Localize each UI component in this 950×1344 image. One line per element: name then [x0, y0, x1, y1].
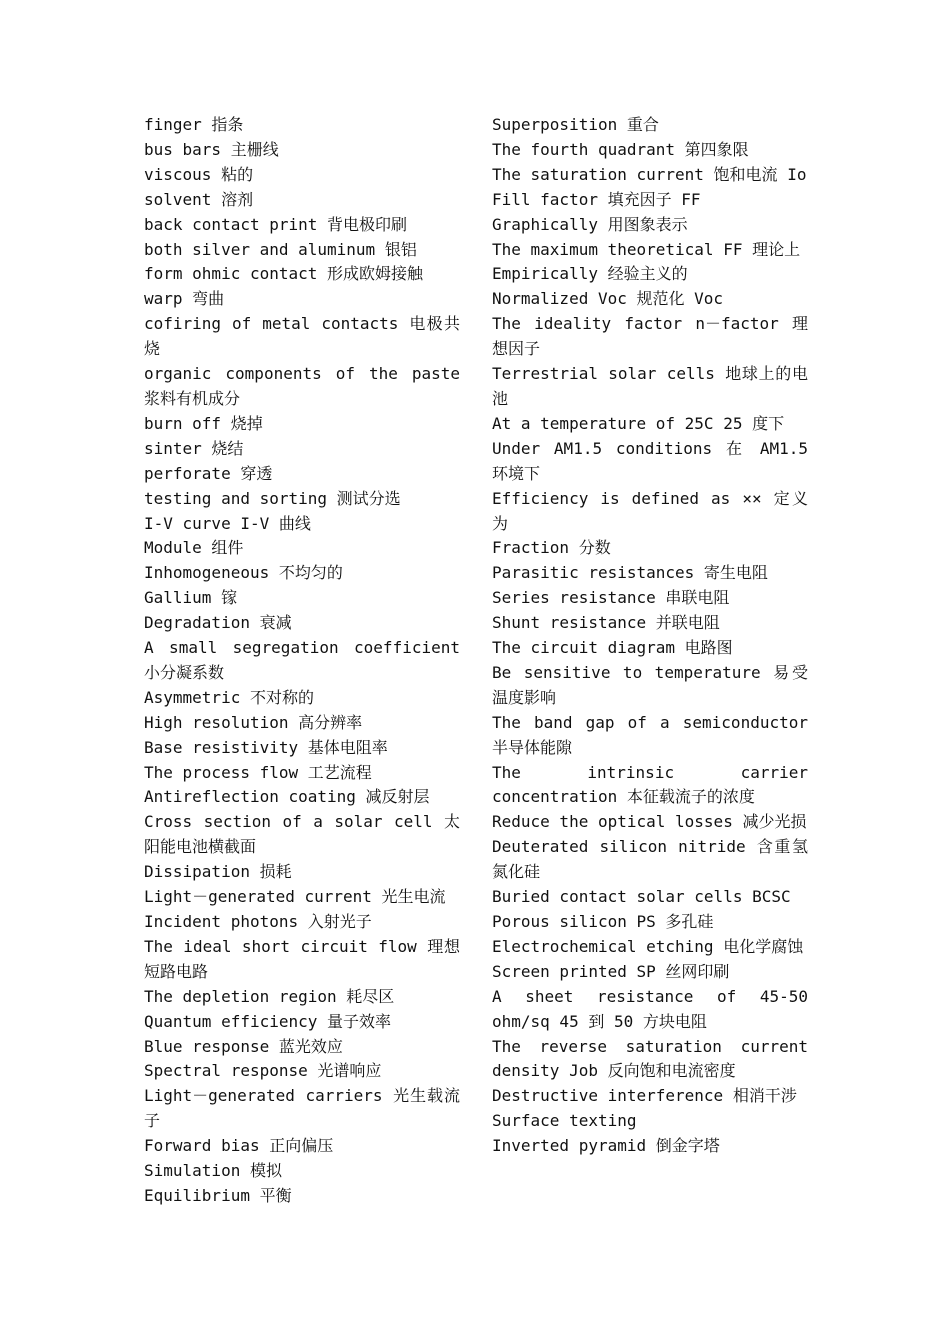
glossary-entry: Terrestrial solar cells 地球上的电池	[492, 364, 808, 408]
left-column	[144, 113, 460, 1209]
glossary-entry: Shunt resistance 并联电阻	[492, 613, 720, 633]
glossary-entry: Superposition 重合	[492, 115, 659, 134]
glossary-entry: solvent 溶剂	[144, 189, 254, 209]
glossary-entry: Series resistance 串联电阻	[492, 588, 730, 608]
glossary-entry: The fourth quadrant 第四象限	[492, 139, 749, 159]
glossary-entry: Fill factor 填充因子 FF	[492, 189, 701, 209]
glossary-entry: Screen printed SP 丝网印刷	[492, 961, 730, 981]
glossary-entry: bus bars 主栅线	[144, 139, 279, 159]
glossary-entry: organic components of the paste 浆料有机成分	[144, 364, 460, 408]
glossary-entry: cofiring of metal contacts 电极共烧	[144, 314, 460, 359]
glossary-entry: Degradation 衰减	[144, 613, 292, 633]
glossary-entry: The reverse saturation current density Job 反向饱和电流密度	[492, 1036, 808, 1081]
glossary-entry: Reduce the optical losses 减少光损	[492, 812, 807, 832]
glossary-entry: Electrochemical etching 电化学腐蚀	[492, 936, 804, 956]
glossary-entry: finger 指条	[144, 115, 244, 134]
glossary-entry: Cross section of a solar cell 太阳能电池横截面	[144, 812, 460, 857]
glossary-entry: burn off 烧掉	[144, 413, 263, 433]
glossary-entry: Asymmetric 不对称的	[144, 687, 314, 707]
glossary-entry: Quantum efficiency 量子效率	[144, 1011, 392, 1031]
glossary-entry: viscous 粘的	[144, 164, 254, 184]
glossary-entry: Light－generated carriers 光生载流子	[144, 1086, 460, 1131]
glossary-entry: The band gap of a semiconductor 半导体能隙	[492, 712, 808, 757]
glossary-entry: warp 弯曲	[144, 289, 225, 309]
glossary-entry: Parasitic resistances 寄生电阻	[492, 563, 768, 583]
glossary-entry: Destructive interference 相消干涉	[492, 1086, 797, 1106]
glossary-entry: Module 组件	[144, 538, 244, 558]
glossary-entry: The ideality factor n－factor 理想因子	[492, 314, 808, 359]
glossary-entry: Dissipation 损耗	[144, 862, 292, 882]
glossary-entry: A small segregation coefficient 小分凝系数	[144, 638, 460, 682]
glossary-entry: Gallium 镓	[144, 588, 238, 608]
glossary-entry: Buried contact solar cells BCSC	[492, 887, 791, 907]
glossary-entry: both silver and aluminum 银铝	[144, 239, 417, 259]
glossary-entry: Light－generated current 光生电流	[144, 887, 446, 907]
glossary-entry: testing and sorting 测试分选	[144, 488, 401, 508]
glossary-entry: The process flow 工艺流程	[144, 762, 372, 782]
glossary-entry: I-V curve I-V 曲线	[144, 513, 311, 533]
glossary-entry: back contact print 背电极印刷	[144, 214, 408, 234]
glossary-entry: Surface texting	[492, 1111, 637, 1131]
glossary-entry: Equilibrium 平衡	[144, 1185, 292, 1205]
glossary-entry: Porous silicon PS 多孔硅	[492, 912, 714, 931]
glossary-entry: Blue response 蓝光效应	[144, 1036, 343, 1056]
glossary-entry: Inhomogeneous 不均匀的	[144, 563, 343, 583]
glossary-entry: Incident photons 入射光子	[144, 912, 372, 931]
glossary-entry: The intrinsic carrier concentration 本征载流子的浓度	[492, 762, 808, 807]
glossary-entry: Under AM1.5 conditions 在 AM1.5 环境下	[492, 438, 808, 483]
right-column	[492, 113, 808, 1159]
glossary-entry: perforate 穿透	[144, 463, 273, 483]
glossary-entry: form ohmic contact 形成欧姆接触	[144, 264, 424, 284]
glossary-entry: High resolution 高分辨率	[144, 712, 363, 732]
glossary-entry: Base resistivity 基体电阻率	[144, 737, 388, 757]
glossary-entry: The ideal short circuit flow 理想短路电路	[144, 936, 460, 981]
glossary-entry: Inverted pyramid 倒金字塔	[492, 1136, 720, 1156]
glossary-entry: Antireflection coating 减反射层	[144, 787, 430, 807]
glossary-entry: At a temperature of 25C 25 度下	[492, 413, 785, 433]
glossary-entry: Normalized Voc 规范化 Voc	[492, 289, 724, 309]
glossary-entry: Be sensitive to temperature 易受温度影响	[492, 662, 808, 707]
glossary-entry: Fraction 分数	[492, 538, 611, 558]
glossary-entry: The depletion region 耗尽区	[144, 986, 395, 1006]
glossary-entry: Graphically 用图象表示	[492, 214, 688, 234]
glossary-entry: The maximum theoretical FF 理论上	[492, 239, 801, 259]
glossary-entry: Spectral response 光谱响应	[144, 1061, 382, 1081]
glossary-entry: Efficiency is defined as ×× 定义为	[492, 488, 808, 533]
glossary-entry: Simulation 模拟	[144, 1161, 282, 1181]
glossary-entry: A sheet resistance of 45-50 ohm/sq 45 到 50 方块电阻	[492, 986, 808, 1031]
glossary-entry: Empirically 经验主义的	[492, 264, 688, 284]
glossary-entry: sinter 烧结	[144, 438, 244, 458]
glossary-entry: Deuterated silicon nitride 含重氢氮化硅	[492, 837, 808, 882]
glossary-entry: Forward bias 正向偏压	[144, 1136, 334, 1156]
glossary-entry: The circuit diagram 电路图	[492, 638, 733, 658]
glossary-entry: The saturation current 饱和电流 Io	[492, 164, 807, 184]
